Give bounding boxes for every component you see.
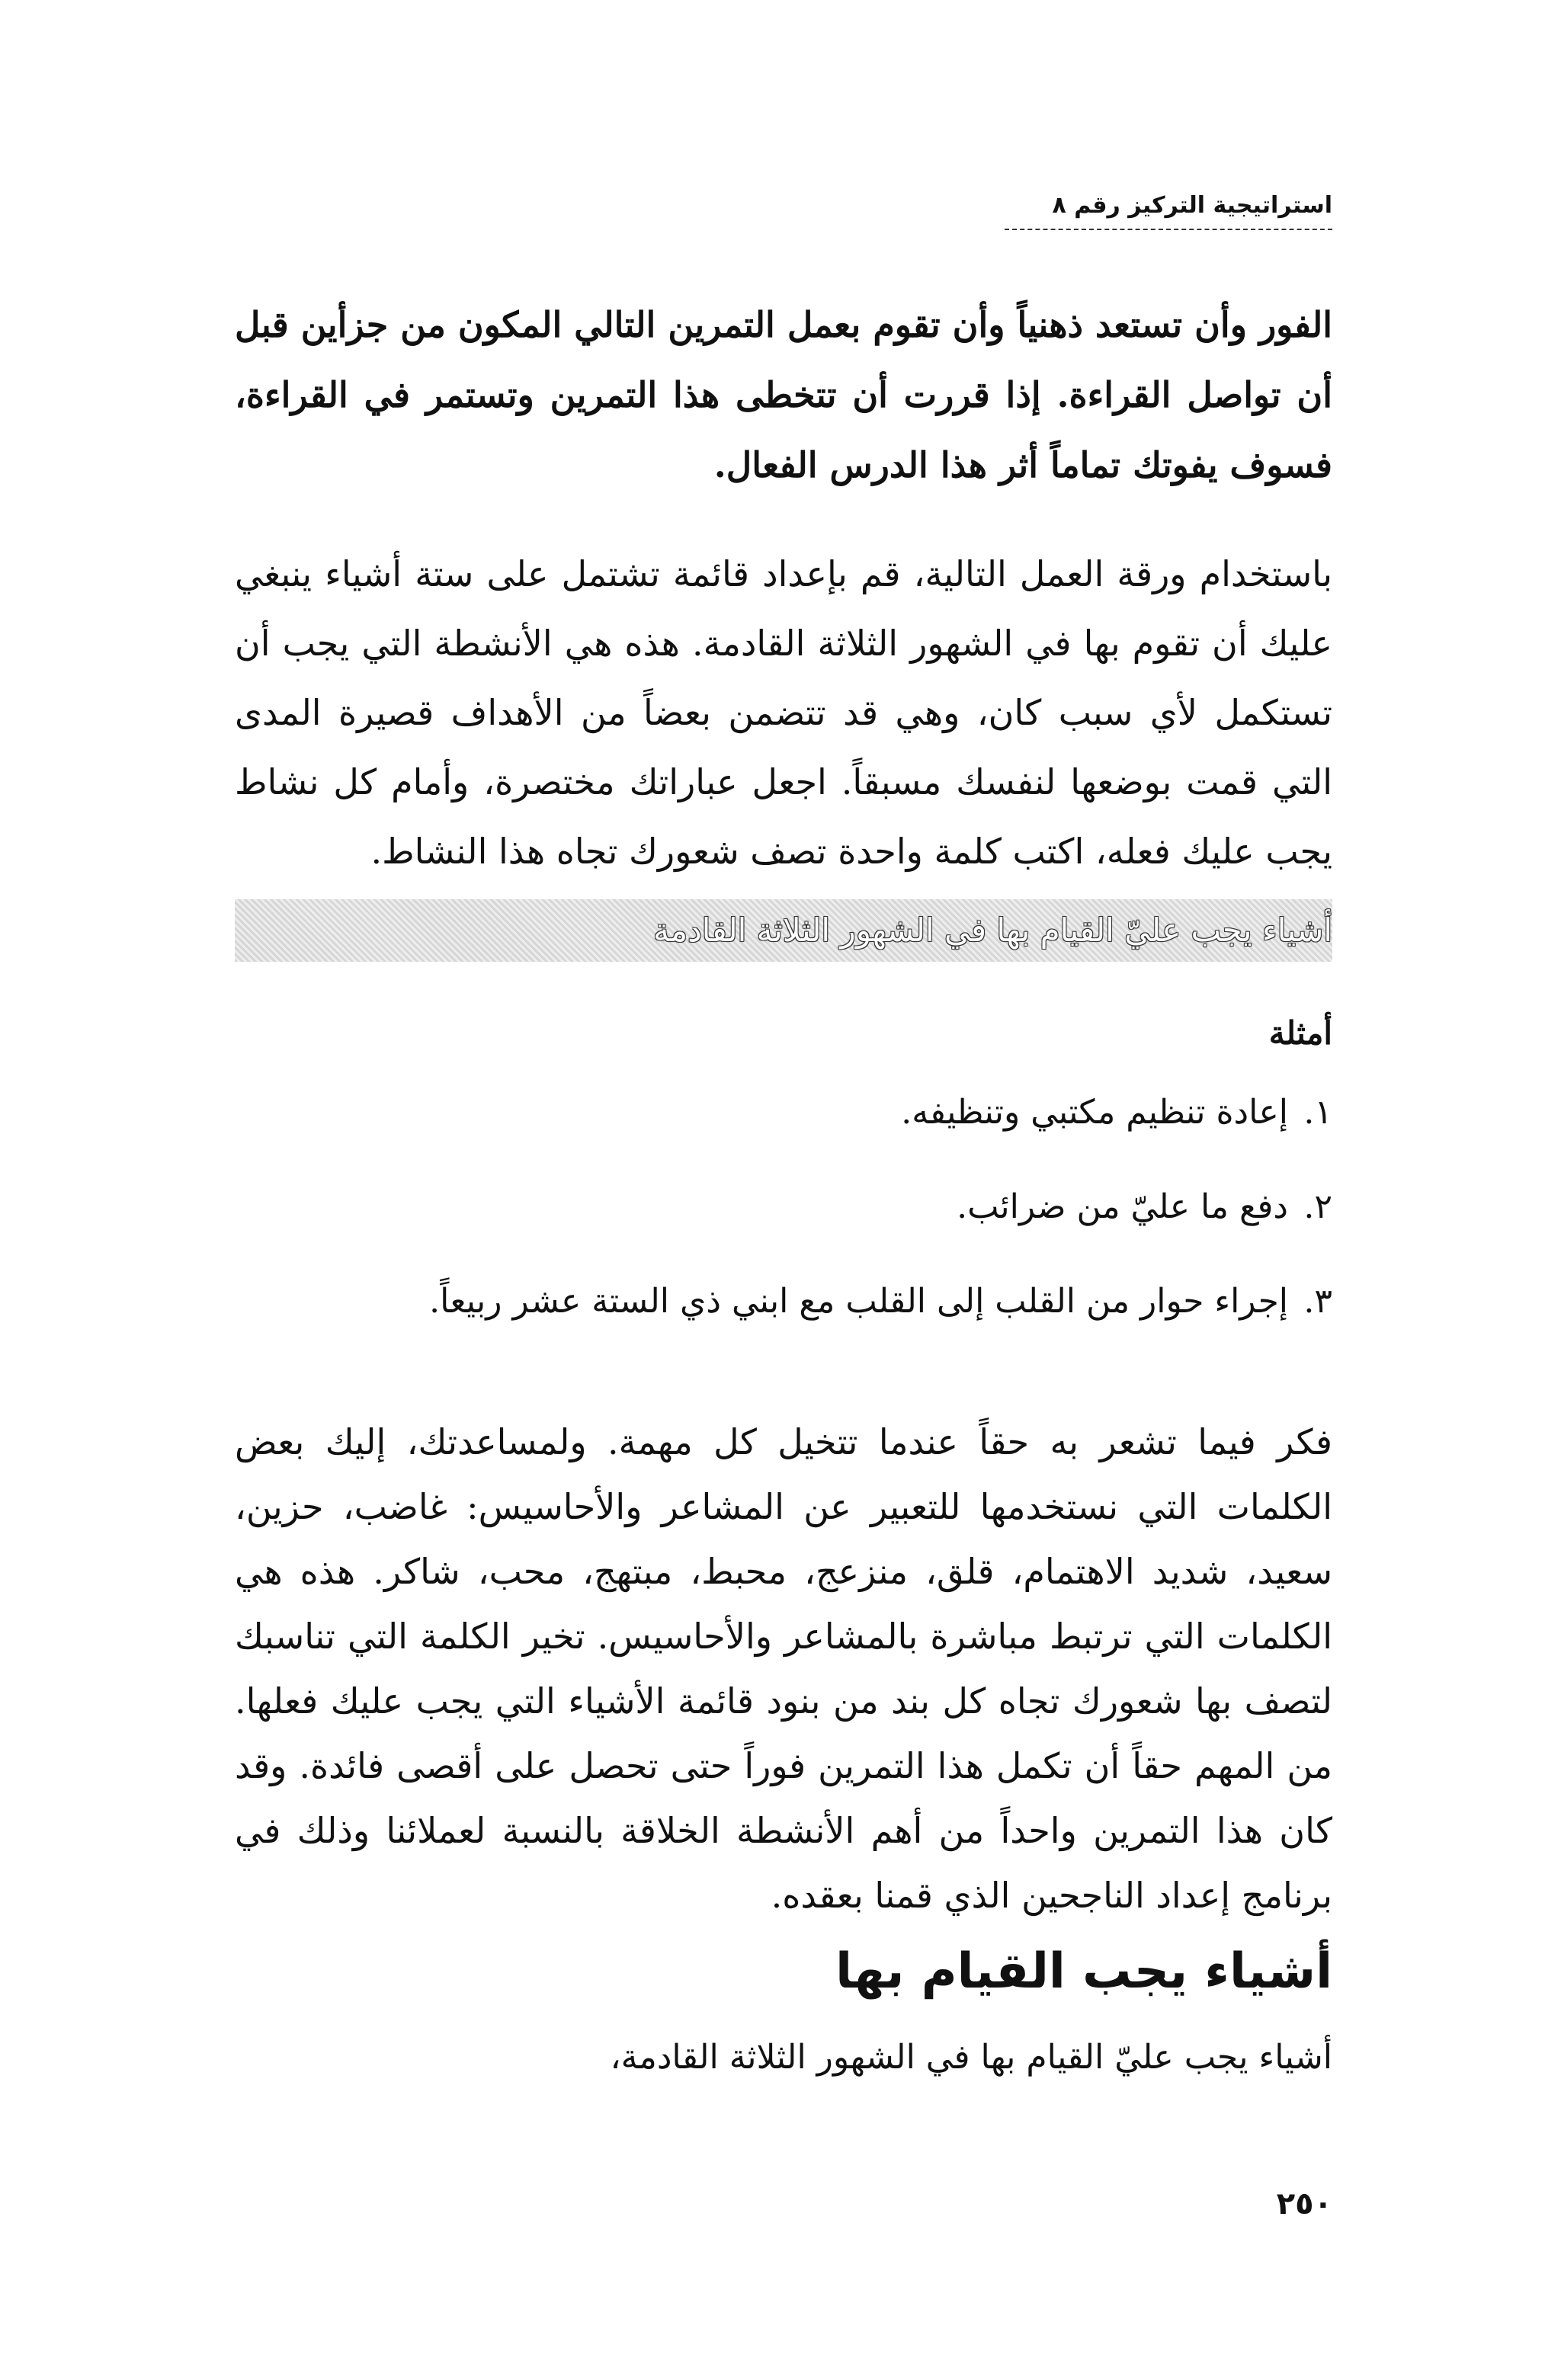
worksheet-banner bbox=[235, 899, 1332, 962]
section-heading: أشياء يجب القيام بها bbox=[835, 1943, 1332, 2000]
paragraph-instructions: باستخدام ورقة العمل التالية، قم بإعداد قائمة تشتمل على ستة أشياء ينبغي عليك أن تقوم بها في الشهور الثلاثة القادمة. هذه هي الأنشطة التي يجب أن تستكمل لأي سبب كان، وهي قد تتضمن بعضاً من الأهداف قصيرة المدى التي قمت بوضعها لنفسك مسبقاً. اجعل عباراتك مختصرة، وأمام كل نشاط يجب عليك فعله، اكتب كلمة واحدة تصف شعورك تجاه هذا النشاط. bbox=[235, 553, 1332, 872]
list-item-number: ٣. bbox=[1303, 1282, 1332, 1321]
running-header: استراتيجية التركيز رقم ٨ bbox=[1052, 192, 1332, 219]
paragraph-intro: الفور وأن تستعد ذهنياً وأن تقوم بعمل التمرين التالي المكون من جزأين قبل أن تواصل القراءة. إذا قررت أن تتخطى هذا التمرين وتستمر في القراءة، فسوف يفوتك تماماً أثر هذا الدرس الفعال. bbox=[235, 304, 1332, 485]
examples-title: أمثلة bbox=[1268, 1014, 1332, 1052]
list-item-number: ٢. bbox=[1303, 1187, 1332, 1226]
list-item bbox=[235, 1184, 1332, 1230]
worksheet-banner-title: أشياء يجب عليّ القيام بها في الشهور الثلاثة القادمة bbox=[653, 911, 1332, 949]
list-item-text: دفع ما عليّ من ضرائب. bbox=[957, 1187, 1288, 1226]
paragraph-feelings: فكر فيما تشعر به حقاً عندما تتخيل كل مهمة. ولمساعدتك، إليك بعض الكلمات التي نستخدمها للتعبير عن المشاعر والأحاسيس: غاضب، حزين، سعيد، شديد الاهتمام، قلق، منزعج، محبط، مبتهج، محب، شاكر. هذه هي الكلمات التي ترتبط مباشرة بالمشاعر والأحاسيس. تخير الكلمة التي تناسبك لتصف بها شعورك تجاه كل بند من بنود قائمة الأشياء التي يجب عليك فعلها. من المهم حقاً أن تكمل هذا التمرين فوراً حتى تحصل على أقصى فائدة. وقد كان هذا التمرين واحداً من أهم الأنشطة الخلاقة بالنسبة لعملائنا وذلك في برنامج إعداد الناجحين الذي قمنا بعقده. bbox=[235, 1421, 1333, 1916]
examples-list bbox=[235, 1090, 1332, 1373]
list-item-number: ١. bbox=[1303, 1093, 1332, 1132]
page-number: ٢٥٠ bbox=[1276, 2186, 1332, 2221]
section-intro-line: أشياء يجب عليّ القيام بها في الشهور الثلاثة القادمة، bbox=[610, 2038, 1332, 2077]
list-item bbox=[235, 1090, 1332, 1136]
list-item-text: إعادة تنظيم مكتبي وتنظيفه. bbox=[901, 1093, 1288, 1132]
list-item bbox=[235, 1279, 1332, 1325]
header-rule bbox=[1005, 229, 1332, 230]
list-item-text: إجراء حوار من القلب إلى القلب مع ابني ذي الستة عشر ربيعاً. bbox=[429, 1282, 1288, 1321]
